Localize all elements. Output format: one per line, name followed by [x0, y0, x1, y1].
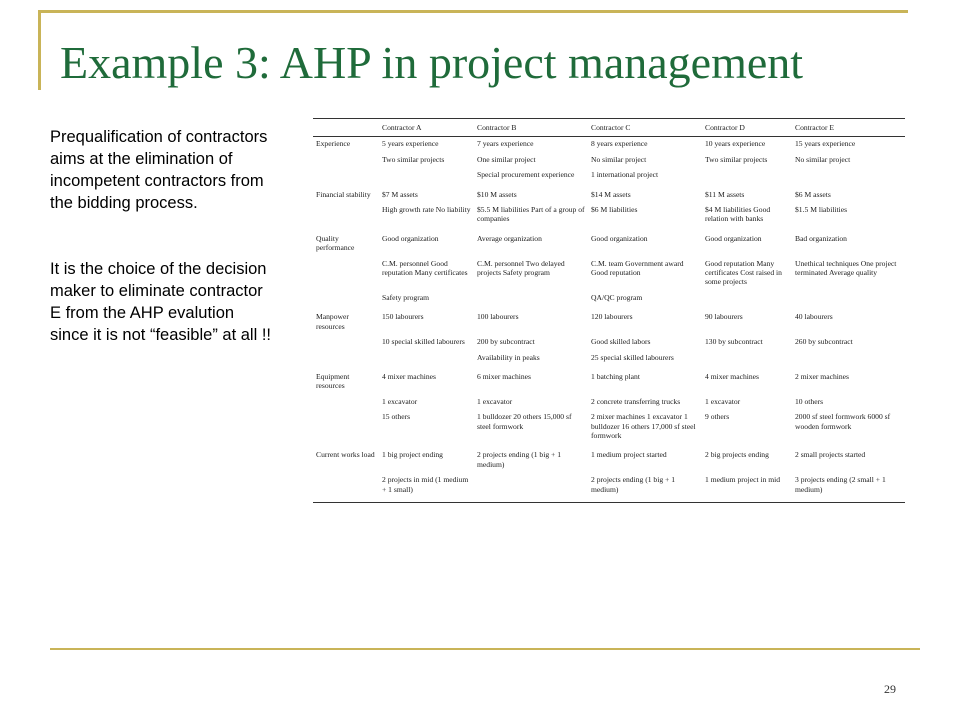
- table-row: [313, 335, 905, 350]
- table-cell: $11 M assets: [705, 189, 745, 199]
- table-cell: No similar project: [795, 154, 851, 164]
- table-cell: Safety program: [382, 292, 430, 302]
- table-cell: $1.5 M liabilities: [795, 205, 848, 215]
- table-cell: $5.5 M liabilities Part of a group of companies: [477, 205, 585, 224]
- criterion-cell: [313, 410, 379, 444]
- table-cell: $6 M assets: [795, 189, 831, 199]
- table-cell: Good organization: [705, 233, 762, 243]
- header-criterion-cell: [313, 119, 379, 137]
- table-cell: 90 labourers: [705, 312, 743, 322]
- table-cell: Good organization: [382, 233, 439, 243]
- slide-title: Example 3: AHP in project management: [60, 37, 804, 88]
- table-cell: High growth rate No liability: [382, 205, 471, 215]
- table-cell: 2 mixer machines 1 excavator 1 bulldozer 16 others 17,000 sf steel formwork: [591, 412, 696, 440]
- header-contractor-cell: Contractor D: [702, 119, 792, 137]
- table-cell: Unethical techniques One project terminated Average quality: [795, 258, 897, 278]
- table-cell: [474, 291, 588, 306]
- table-cell: Good skilled labors: [591, 337, 651, 347]
- contractor-comparison-table: [313, 118, 905, 503]
- table-cell: One similar project: [477, 154, 536, 164]
- header-contractor-cell: Contractor C: [588, 119, 702, 137]
- criterion-cell: Experience: [316, 139, 351, 149]
- table-cell: 25 special skilled labourers: [591, 352, 674, 362]
- table-cell: 200 by subcontract: [477, 337, 535, 347]
- table-cell: 1 big project ending: [382, 450, 443, 460]
- criterion-cell: [313, 395, 379, 410]
- left-text-block: [50, 126, 276, 346]
- table-row: [313, 203, 905, 228]
- criterion-cell: Equipment resources: [316, 371, 350, 391]
- table-cell: 2 mixer machines: [795, 371, 849, 381]
- table-cell: [702, 168, 792, 183]
- table-header-row: [313, 119, 905, 137]
- table-cell: 1 medium project started: [591, 450, 667, 460]
- table-cell: Good reputation Many certificates Cost raised in some projects: [705, 258, 782, 287]
- table-row: [313, 153, 905, 168]
- prequalification-paragraph: Prequalification of contractors aims at the elimination of incompetent contractors from the bidding process.: [50, 128, 268, 212]
- table-row: [313, 473, 905, 502]
- table-row: [313, 184, 905, 203]
- contractor-table-figure: [313, 118, 905, 586]
- table-row: [313, 306, 905, 335]
- table-cell: [702, 291, 792, 306]
- criterion-cell: [313, 153, 379, 168]
- criterion-cell: [313, 335, 379, 350]
- criterion-cell: Manpower resources: [316, 312, 349, 331]
- table-cell: 6 mixer machines: [477, 371, 531, 381]
- table-cell: 15 years experience: [795, 139, 856, 149]
- table-cell: 5 years experience: [382, 139, 439, 149]
- table-cell: [792, 168, 905, 183]
- table-cell: 150 labourers: [382, 312, 424, 322]
- decision-maker-paragraph: It is the choice of the decision maker to eliminate contractor E from the AHP evalution since it is not “feasible” at all !!: [50, 260, 272, 344]
- table-cell: Special procurement experience: [477, 170, 575, 180]
- table-cell: [792, 351, 905, 366]
- criterion-cell: Financial stability: [316, 189, 371, 199]
- table-cell: 2 projects ending (1 big + 1 medium): [588, 473, 702, 502]
- table-row: [313, 257, 905, 291]
- table-cell: 2 projects in mid (1 medium + 1 small): [379, 473, 474, 502]
- table-cell: 130 by subcontract: [705, 337, 763, 347]
- table-cell: Availability in peaks: [477, 352, 540, 362]
- table-cell: 15 others: [382, 412, 411, 422]
- table-cell: 2 concrete transferring trucks: [591, 396, 681, 406]
- frame-accent-vertical: [38, 10, 41, 90]
- table-row: [313, 366, 905, 395]
- table-cell: 9 others: [705, 412, 730, 422]
- table-cell: $4 M liabilities Good relation with banks: [705, 205, 771, 224]
- table-cell: 1 excavator: [477, 396, 513, 406]
- table-row: [313, 444, 905, 473]
- criterion-cell: [313, 351, 379, 366]
- criterion-cell: [313, 203, 379, 228]
- table-cell: 4 mixer machines: [705, 371, 759, 381]
- table-cell: 1 bulldozer 20 others 15,000 sf steel formwork: [477, 412, 572, 431]
- table-row: [313, 291, 905, 306]
- table-cell: Average organization: [477, 233, 542, 243]
- table-cell: C.M. personnel Two delayed projects Safety program: [477, 258, 565, 278]
- header-contractor-cell: Contractor A: [379, 119, 474, 137]
- criterion-cell: [313, 257, 379, 291]
- criterion-cell: [313, 291, 379, 306]
- table-cell: 100 labourers: [477, 312, 519, 322]
- table-cell: 10 others: [795, 396, 824, 406]
- table-cell: [379, 351, 474, 366]
- table-cell: [792, 291, 905, 306]
- table-row: [313, 228, 905, 257]
- table-cell: 260 by subcontract: [795, 337, 853, 347]
- table-cell: $6 M liabilities: [591, 205, 638, 215]
- criterion-cell: Quality performance: [316, 233, 355, 253]
- table-cell: 1 excavator: [382, 396, 418, 406]
- frame-accent-bottom: [50, 648, 920, 650]
- table-cell: 2 big projects ending: [705, 450, 769, 460]
- criterion-cell: [313, 168, 379, 183]
- table-cell: 10 special skilled labourers: [382, 337, 465, 347]
- header-contractor-cell: Contractor B: [474, 119, 588, 137]
- table-cell: Two similar projects: [382, 154, 445, 164]
- table-cell: 7 years experience: [477, 139, 534, 149]
- table-cell: $14 M assets: [591, 189, 631, 199]
- table-cell: 4 mixer machines: [382, 371, 436, 381]
- table-cell: 3 projects ending (2 small + 1 medium): [792, 473, 905, 502]
- table-row: [313, 168, 905, 183]
- criterion-cell: [313, 473, 379, 502]
- table-cell: $7 M assets: [382, 189, 418, 199]
- table-cell: [702, 351, 792, 366]
- criterion-cell: Current works load: [316, 450, 375, 460]
- table-body: [313, 137, 905, 503]
- table-cell: [474, 473, 588, 502]
- table-cell: C.M. personnel Good reputation Many certificates: [382, 258, 468, 278]
- table-cell: Bad organization: [795, 233, 847, 243]
- table-cell: 1 medium project in mid: [702, 473, 792, 502]
- table-row: [313, 410, 905, 444]
- table-row: [313, 351, 905, 366]
- table-cell: QA/QC program: [591, 292, 643, 302]
- table-cell: 1 batching plant: [591, 371, 640, 381]
- table-cell: $10 M assets: [477, 189, 517, 199]
- table-cell: No similar project: [591, 154, 647, 164]
- table-cell: Two similar projects: [705, 154, 768, 164]
- table-cell: Good organization: [591, 233, 648, 243]
- table-cell: 10 years experience: [705, 139, 766, 149]
- table-cell: 1 international project: [591, 170, 659, 180]
- table-cell: 40 labourers: [795, 312, 833, 322]
- table-cell: 2 small projects started: [795, 450, 866, 460]
- table-cell: 120 labourers: [591, 312, 633, 322]
- table-cell: [379, 168, 474, 183]
- table-cell: 8 years experience: [591, 139, 648, 149]
- table-row: [313, 137, 905, 153]
- table-cell: 2000 sf steel formwork 6000 sf wooden formwork: [795, 412, 891, 431]
- table-cell: 1 excavator: [705, 396, 741, 406]
- table-row: [313, 395, 905, 410]
- table-cell: C.M. team Government award Good reputation: [591, 258, 684, 278]
- table-cell: 2 projects ending (1 big + 1 medium): [477, 450, 562, 469]
- page-number: 29: [884, 682, 896, 696]
- header-contractor-cell: Contractor E: [792, 119, 905, 137]
- frame-accent-top: [38, 10, 908, 13]
